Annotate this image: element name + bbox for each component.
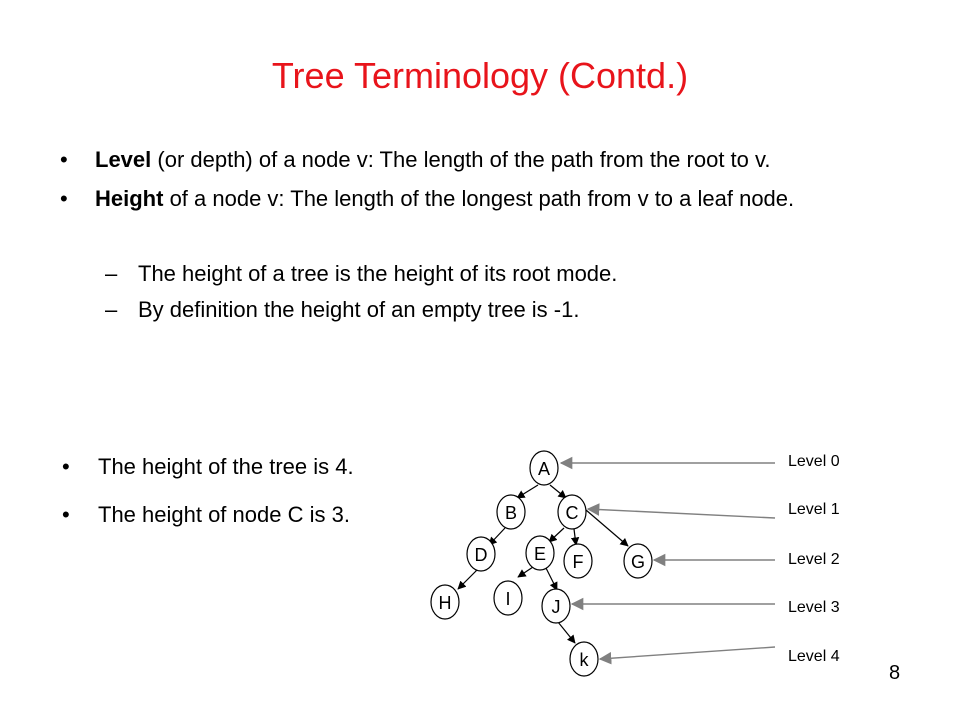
edge-e-j [546, 568, 557, 590]
bullet-height-definition: of a node v: The length of the longest path from v to a leaf node. [163, 186, 795, 211]
node-d-label: D [474, 545, 488, 565]
sub-bullet-tree-height-text: The height of a tree is the height of its root mode. [138, 261, 618, 286]
dash-marker: – [105, 261, 118, 286]
node-c-label: C [565, 503, 579, 523]
level-3-label: Level 3 [788, 599, 840, 616]
page-number: 8 [889, 662, 901, 684]
bullet-height-term: Height [95, 186, 164, 211]
node-g-label: G [630, 552, 646, 572]
edge-a-b [517, 485, 538, 498]
sub-bullet-empty-tree-text: By definition the height of an empty tree is -1. [138, 297, 580, 322]
level-4-arrow [600, 647, 775, 659]
edge-c-f [574, 529, 576, 545]
node-b-label: B [504, 503, 518, 523]
bullet-dot: • [60, 186, 68, 211]
level-4-label: Level 4 [788, 648, 840, 665]
node-k-label: k [579, 650, 589, 670]
node-j-label: J [551, 597, 561, 617]
node-a-label: A [537, 459, 551, 479]
level-arrows [561, 463, 775, 659]
dash-marker: – [105, 297, 118, 322]
level-1-arrow [588, 509, 775, 518]
level-0-label: Level 0 [788, 453, 840, 470]
slide-title: Tree Terminology (Contd.) [271, 55, 689, 96]
bullet-level-term: Level [95, 147, 152, 172]
node-h-label: H [438, 593, 452, 613]
edge-a-c [550, 485, 566, 498]
node-e-label: E [533, 544, 547, 564]
bullet-dot: • [62, 454, 70, 479]
bullet-dot: • [62, 502, 70, 527]
bullet-level-definition: (or depth) of a node v: The length of the path from the root to v. [151, 147, 771, 172]
node-c-height-text: The height of node C is 3. [98, 502, 350, 527]
edge-c-g [586, 510, 628, 546]
node-i-label: I [505, 589, 511, 609]
level-1-label: Level 1 [788, 501, 840, 518]
tree-height-text: The height of the tree is 4. [98, 454, 354, 479]
edge-j-k [558, 622, 575, 643]
bullet-dot: • [60, 147, 68, 172]
level-labels [788, 453, 840, 665]
edge-c-e [549, 528, 564, 542]
level-2-label: Level 2 [788, 551, 840, 568]
edge-d-h [458, 570, 477, 589]
node-f-label: F [572, 552, 584, 572]
